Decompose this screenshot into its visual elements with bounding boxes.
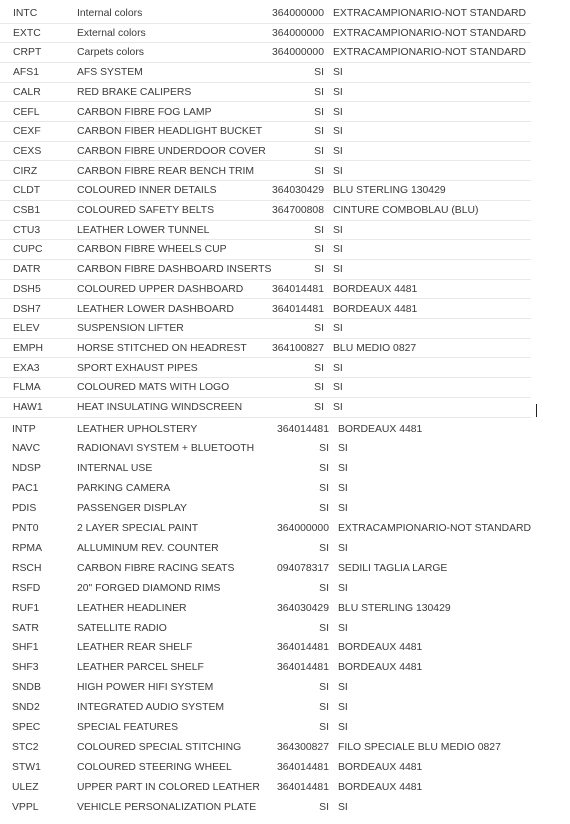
option-note: SI xyxy=(338,542,348,554)
option-note: FILO SPECIALE BLU MEDIO 0827 xyxy=(338,741,501,753)
option-note: SI xyxy=(333,106,343,118)
option-note: SI xyxy=(338,443,348,455)
option-note: BORDEAUX 4481 xyxy=(333,303,418,315)
text-cursor xyxy=(536,404,537,417)
option-value: SI xyxy=(314,67,324,79)
option-note: BORDEAUX 4481 xyxy=(338,423,423,435)
option-code: AFS1 xyxy=(13,67,39,79)
option-note: SI xyxy=(338,503,348,515)
option-note: EXTRACAMPIONARIO-NOT STANDARD xyxy=(333,8,527,19)
option-value: 364300827 xyxy=(276,741,329,753)
option-value: SI xyxy=(319,483,329,495)
option-code: SATR xyxy=(12,622,39,634)
option-description: ALLUMINUM REV. COUNTER xyxy=(77,542,219,554)
option-code: CRPT xyxy=(13,47,42,59)
option-description: UPPER PART IN COLORED LEATHER xyxy=(77,781,260,793)
option-value: SI xyxy=(319,702,329,714)
option-code: SNDB xyxy=(12,682,41,694)
option-code: RSFD xyxy=(12,582,41,594)
option-value: SI xyxy=(314,86,324,98)
option-note: BORDEAUX 4481 xyxy=(333,283,418,295)
table-row xyxy=(0,181,531,201)
option-description: SPECIAL FEATURES xyxy=(77,722,179,733)
option-description: CARBON FIBRE FOG LAMP xyxy=(77,106,212,118)
option-value: SI xyxy=(319,682,329,694)
option-note: BLU STERLING 130429 xyxy=(338,602,451,614)
table-row xyxy=(0,579,530,599)
option-note: BORDEAUX 4481 xyxy=(338,642,423,654)
option-value: SI xyxy=(319,622,329,634)
option-note: SEDILI TAGLIA LARGE xyxy=(338,562,448,574)
option-value: SI xyxy=(314,165,324,177)
table-row xyxy=(0,24,531,44)
option-code: EMPH xyxy=(13,342,44,354)
option-code: VPPL xyxy=(12,801,39,813)
option-description: RED BRAKE CALIPERS xyxy=(77,86,192,98)
option-code: STW1 xyxy=(12,761,41,773)
table-row xyxy=(0,698,530,718)
option-note: SI xyxy=(338,463,348,475)
option-description: AFS SYSTEM xyxy=(77,67,143,79)
option-value: 364014481 xyxy=(276,781,329,793)
table-row xyxy=(0,83,531,103)
table-row xyxy=(0,758,530,778)
option-description: INTEGRATED AUDIO SYSTEM xyxy=(77,702,225,714)
option-code: CTU3 xyxy=(13,224,41,236)
table-row xyxy=(0,619,530,639)
option-code: SND2 xyxy=(12,702,40,714)
option-description: COLOURED SAFETY BELTS xyxy=(77,205,215,216)
option-value: 364014481 xyxy=(276,662,329,674)
table-row xyxy=(0,63,531,83)
option-code: EXTC xyxy=(13,27,41,39)
table-row xyxy=(0,280,531,300)
option-note: SI xyxy=(338,801,348,813)
table-row xyxy=(0,240,531,260)
option-value: SI xyxy=(314,362,324,374)
option-note: SI xyxy=(333,145,343,157)
option-note: SI xyxy=(338,483,348,495)
option-description: Carpets colors xyxy=(77,47,144,59)
table-row xyxy=(0,479,530,499)
option-code: ELEV xyxy=(13,323,40,335)
option-note: SI xyxy=(333,86,343,98)
table-row xyxy=(0,798,530,818)
option-value: 364014481 xyxy=(276,761,329,773)
option-code: DSH5 xyxy=(13,283,41,295)
option-description: LEATHER HEADLINER xyxy=(77,602,187,614)
option-code: PAC1 xyxy=(12,483,39,495)
option-code: CEXF xyxy=(13,126,41,138)
option-value: SI xyxy=(314,402,324,413)
option-value: SI xyxy=(314,382,324,394)
option-description: 2 LAYER SPECIAL PAINT xyxy=(77,523,199,534)
option-value: 364000000 xyxy=(276,523,329,534)
option-value: SI xyxy=(319,503,329,515)
option-note: SI xyxy=(333,323,343,335)
option-value: SI xyxy=(314,106,324,118)
option-note: SI xyxy=(333,126,343,138)
table-row xyxy=(0,459,530,479)
option-value: SI xyxy=(314,323,324,335)
table-row xyxy=(0,519,530,539)
option-code: RPMA xyxy=(12,542,43,554)
option-value: SI xyxy=(314,126,324,138)
option-code: CSB1 xyxy=(13,205,41,216)
option-description: LEATHER PARCEL SHELF xyxy=(77,662,204,674)
option-description: CARBON FIBRE UNDERDOOR COVER xyxy=(77,145,266,157)
option-value: 364014481 xyxy=(271,283,324,295)
option-note: SI xyxy=(338,722,348,733)
option-description: External colors xyxy=(77,27,146,39)
table-row xyxy=(0,221,531,241)
option-note: CINTURE COMBOBLAU (BLU) xyxy=(333,205,479,216)
table-row xyxy=(0,162,531,182)
table-row xyxy=(0,638,530,658)
option-description: SUSPENSION LIFTER xyxy=(77,323,184,335)
option-code: CALR xyxy=(13,86,41,98)
option-value: 364100827 xyxy=(271,342,324,354)
option-value: SI xyxy=(319,801,329,813)
option-value: SI xyxy=(319,443,329,455)
table-row xyxy=(0,539,530,559)
option-description: RADIONAVI SYSTEM + BLUETOOTH xyxy=(77,443,255,455)
option-value: SI xyxy=(314,224,324,236)
option-description: PASSENGER DISPLAY xyxy=(77,503,187,515)
option-description: CARBON FIBRE RACING SEATS xyxy=(77,562,235,574)
table-row xyxy=(0,420,530,440)
table-row xyxy=(0,378,531,398)
option-value: 364700808 xyxy=(271,205,324,216)
option-code: INTC xyxy=(13,8,38,19)
table-row xyxy=(0,559,530,579)
option-note: BORDEAUX 4481 xyxy=(338,781,423,793)
option-code: PNT0 xyxy=(12,523,39,534)
option-value: SI xyxy=(319,582,329,594)
table-row xyxy=(0,300,531,320)
table-row xyxy=(0,439,530,459)
option-value: 364000000 xyxy=(271,27,324,39)
option-description: HORSE STITCHED ON HEADREST xyxy=(77,342,247,354)
option-note: SI xyxy=(333,224,343,236)
option-code: NDSP xyxy=(12,463,41,475)
table-row xyxy=(0,499,530,519)
option-code: SHF1 xyxy=(12,642,39,654)
option-description: CARBON FIBRE WHEELS CUP xyxy=(77,244,227,256)
option-code: FLMA xyxy=(13,382,41,394)
option-description: COLOURED STEERING WHEEL xyxy=(77,761,232,773)
option-code: CUPC xyxy=(13,244,43,256)
option-value: SI xyxy=(319,722,329,733)
table-row xyxy=(0,658,530,678)
table-row xyxy=(0,201,531,221)
option-description: 20" FORGED DIAMOND RIMS xyxy=(77,582,221,594)
option-value: 364030429 xyxy=(271,185,324,197)
option-code: SHF3 xyxy=(12,662,39,674)
option-value: 094078317 xyxy=(276,562,329,574)
option-description: LEATHER UPHOLSTERY xyxy=(77,423,198,435)
table-row xyxy=(0,103,531,123)
option-note: SI xyxy=(333,244,343,256)
option-code: DSH7 xyxy=(13,303,41,315)
option-value: SI xyxy=(314,264,324,276)
option-code: INTP xyxy=(12,423,36,435)
option-code: HAW1 xyxy=(13,402,43,413)
option-code: CEFL xyxy=(13,106,40,118)
option-description: CARBON FIBER HEADLIGHT BUCKET xyxy=(77,126,263,138)
option-description: SATELLITE RADIO xyxy=(77,622,167,634)
option-note: SI xyxy=(333,402,343,413)
option-value: SI xyxy=(314,145,324,157)
option-value: SI xyxy=(319,463,329,475)
option-note: SI xyxy=(338,622,348,634)
option-value: 364000000 xyxy=(271,47,324,59)
table-row xyxy=(0,142,531,162)
option-description: COLOURED MATS WITH LOGO xyxy=(77,382,230,394)
option-note: EXTRACAMPIONARIO-NOT STANDARD xyxy=(338,523,532,534)
option-note: BLU STERLING 130429 xyxy=(333,185,446,197)
table-row xyxy=(0,738,530,758)
option-note: SI xyxy=(333,382,343,394)
option-code: RSCH xyxy=(12,562,42,574)
option-note: EXTRACAMPIONARIO-NOT STANDARD xyxy=(333,27,527,39)
option-note: SI xyxy=(333,264,343,276)
option-code: CIRZ xyxy=(13,165,38,177)
table-row xyxy=(0,599,530,619)
option-code: STC2 xyxy=(12,741,39,753)
option-note: EXTRACAMPIONARIO-NOT STANDARD xyxy=(333,47,527,59)
option-description: CARBON FIBRE REAR BENCH TRIM xyxy=(77,165,255,177)
table-row xyxy=(0,122,531,142)
option-description: VEHICLE PERSONALIZATION PLATE xyxy=(77,801,257,813)
option-value: 364000000 xyxy=(271,8,324,19)
option-note: BORDEAUX 4481 xyxy=(338,662,423,674)
option-value: 364014481 xyxy=(276,423,329,435)
option-note: SI xyxy=(338,702,348,714)
option-description: PARKING CAMERA xyxy=(77,483,171,495)
option-note: BLU MEDIO 0827 xyxy=(333,342,417,354)
option-code: DATR xyxy=(13,264,41,276)
option-description: INTERNAL USE xyxy=(77,463,153,475)
option-code: SPEC xyxy=(12,722,41,733)
option-description: HIGH POWER HIFI SYSTEM xyxy=(77,682,214,694)
option-note: SI xyxy=(333,362,343,374)
option-description: LEATHER LOWER TUNNEL xyxy=(77,224,210,236)
table-row xyxy=(0,319,531,339)
option-code: ULEZ xyxy=(12,781,39,793)
table-row xyxy=(0,260,531,280)
option-description: COLOURED INNER DETAILS xyxy=(77,185,217,197)
option-value: 364030429 xyxy=(276,602,329,614)
option-value: 364014481 xyxy=(271,303,324,315)
option-note: SI xyxy=(338,682,348,694)
option-value: SI xyxy=(319,542,329,554)
option-code: CEXS xyxy=(13,145,42,157)
option-description: LEATHER LOWER DASHBOARD xyxy=(77,303,234,315)
option-note: SI xyxy=(338,582,348,594)
table-row xyxy=(0,778,530,798)
option-description: LEATHER REAR SHELF xyxy=(77,642,193,654)
option-note: SI xyxy=(333,67,343,79)
option-description: COLOURED UPPER DASHBOARD xyxy=(77,283,244,295)
option-code: NAVC xyxy=(12,443,41,455)
option-value: 364014481 xyxy=(276,642,329,654)
option-note: SI xyxy=(333,165,343,177)
option-code: RUF1 xyxy=(12,602,40,614)
option-code: EXA3 xyxy=(13,362,40,374)
option-note: BORDEAUX 4481 xyxy=(338,761,423,773)
option-description: Internal colors xyxy=(77,8,143,19)
option-description: SPORT EXHAUST PIPES xyxy=(77,362,198,374)
option-description: COLOURED SPECIAL STITCHING xyxy=(77,741,242,753)
table-row xyxy=(0,359,531,379)
option-code: PDIS xyxy=(12,503,37,515)
table-row xyxy=(0,43,531,63)
table-row xyxy=(0,339,531,359)
option-description: CARBON FIBRE DASHBOARD INSERTS xyxy=(77,264,272,276)
table-row xyxy=(0,678,530,698)
option-code: CLDT xyxy=(13,185,41,197)
option-value: SI xyxy=(314,244,324,256)
table-row xyxy=(0,398,531,418)
option-description: HEAT INSULATING WINDSCREEN xyxy=(77,402,243,413)
table-row xyxy=(0,4,531,24)
table-row xyxy=(0,718,530,738)
